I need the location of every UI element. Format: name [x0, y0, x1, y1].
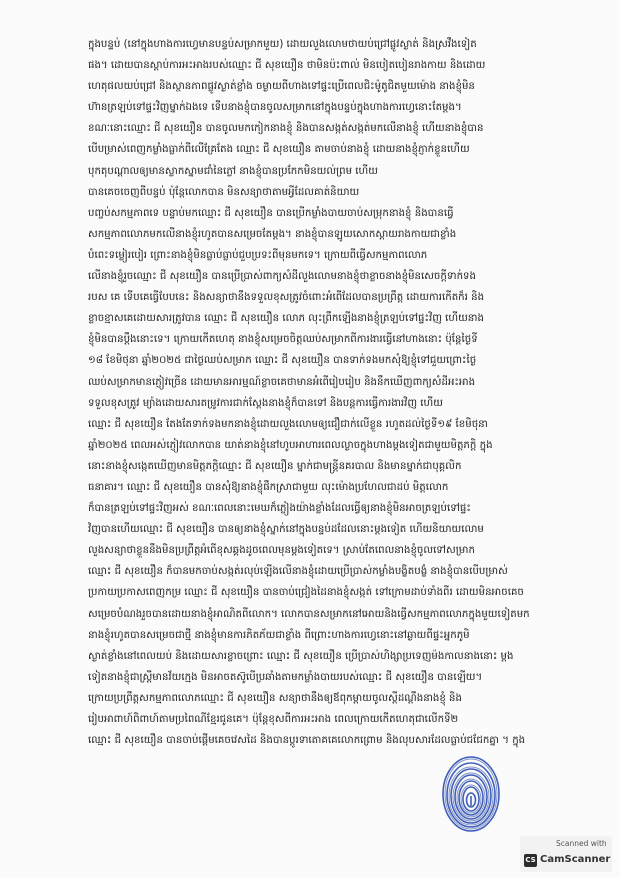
- text-line: សម្រេចបំណងរួចបានដោយនាងខ្ញុំអាណិតពីលោក។ លោកបានសម្រាកនៅអោយនិងធ្វើសកម្មភាពលោភក្នុងមួយទៀតមក: [88, 608, 530, 620]
- text-line: ខ្លាចខ្មាសគេដោយសារត្រូវបាន ឈ្មោះ ជី សុខយឿន លោភ លុះព្រឹកឡើងនាងខ្ញុំត្រឡប់ទៅផ្ទះវិញ ហើយនាង: [88, 313, 484, 325]
- text-line: ហេតុផលយប់ជ្រៅ និងស្ថានភាពផ្លូវស្ងាត់ខ្លាំង ចម្ងាយពីហាងទៅផ្ទះប្រើពេលជិះម៉ូតូជិតមួយម៉ោង នាងខ្ញុំមិន: [88, 81, 475, 93]
- text-line: ១៨ ខែមិថុនា ឆ្នាំ២០២៥ ជាថ្ងៃឈប់សម្រាក ឈ្មោះ ជី សុខយឿន បានទាក់ទងមកសុំឱ្យខ្ញុំទៅជួយព្រោះថ្ងៃ: [88, 355, 477, 367]
- text-line: ប្រកាយប្រកាសពេញកម្រ ឈ្មោះ ជី សុខយឿន បានចាប់ជ្រៀងដៃនាងខ្ញុំសង្កត់ ទៅក្រោមដាប់ទាំងពីរ ដោយមិនអាចគេច: [88, 587, 524, 599]
- fingerprint-icon: [440, 754, 502, 834]
- text-line: ផង។ ដោយបានស្តាប់ការអះអាងរបស់ឈ្មោះ ជី សុខយឿន ថាមិនប៉ះពាល់ មិនបៀតបៀនរាងកាយ និងដោយ: [88, 60, 486, 72]
- text-line: ឈ្មោះ ជី សុខយឿន ក៏បានមកចាប់សង្កត់រលុប់ឡើងលើនាងខ្ញុំដោយប្រើប្រាស់កម្លាំងបង្ខិតបង្ខំ នាងខ្ញុំបានបើបម្រាស់: [88, 566, 508, 578]
- text-line: នោះនាងខ្ញុំសង្កេតឃើញមានមិត្តភក្តិឈ្មោះ ជី សុខយឿន ម្នាក់ជាមន្ត្រីនគរបាល និងមានម្នាក់ជាបុគ្គលិក: [88, 460, 462, 472]
- text-line: ឈប់សម្រាកមានភ្ញៀវច្រើន ដោយមានអារម្មណ៍ខ្លាចគេថាមានអំពើរៀបរៀប និងនឹកឃើញពាក្យសំដីអះអាង: [88, 376, 476, 388]
- text-line: ទៀតនាងខ្ញុំជាស្ត្រីមានវ័យក្មេង មិនអាចតស៊ូបើប្រឆាំងតាមកម្លាំងបាយរបស់ឈ្មោះ ជី សុខយឿន បានឡើយ។: [88, 671, 483, 683]
- text-line: រៀបអាពាហ៍ពិពាហ៍តាមប្រពៃណីខ្មែរជូនគេ។ ប៉ុន្តែខុសពីការអះអាង ពេលក្រោយកើតហេតុជាលើកទី២: [88, 714, 459, 725]
- text-line: ខណៈនោះឈ្មោះ ជី សុខយឿន បានចូលមកកៀកនាងខ្ញុំ និងបានសង្កត់សង្កត់មកលើនាងខ្ញុំ ហើយនាងខ្ញុំបាន: [88, 123, 484, 135]
- text-line: បំពេះទម្លៀរបៀរ ព្រោះនាងខ្ញុំមិនធ្លាប់ធ្លាប់ជួបប្រទះពីមុនមកទេ។ ក្រោយពីធ្វើសកម្មភាពលោភ: [88, 249, 428, 261]
- text-line: ស្ងាត់ខ្លាំងនៅពេលយប់ និងដោយសារខ្លាចព្រោះ ឈ្មោះ ជី សុខយឿន ប្រើប្រាស់ហិង្សាប្រទេញម៉ងកាលនាងនោះ ម្តង: [88, 650, 514, 662]
- text-line: ក្រោយប្រព្រឹត្តសកម្មភាពលោភឈ្មោះ ជី សុខយឿន សន្យាថានឹងឲ្យឪពុកម្តាយចូលស្តីដណ្តឹងនាងខ្ញុំ និង: [88, 692, 462, 704]
- text-line: ឈ្មោះ ជី សុខយឿន តែងតែទាក់ទងមកនាងខ្ញុំដោយលួងលោមឲ្យជឿជាក់លើខ្លួន រហូតដល់ថ្ងៃទី១៩ ខែមិថុនា: [88, 418, 488, 430]
- text-line: ហ៊ានត្រឡប់ទៅផ្ទះវិញម្នាក់ឯងទេ ទើបនាងខ្ញុំបានចូលសម្រាកនៅក្នុងបន្ទប់ក្នុងហាងការហ្វេនោះតែម្តង។: [88, 102, 462, 114]
- body-text: [88, 34, 558, 751]
- text-line: សកម្មភាពលោភមកលើនាងខ្ញុំរហូតបានសម្រេចតែម្តង។ នាងខ្ញុំបានឡូយសោកស្តាយរាងកាយជាខ្លាំង: [88, 228, 457, 240]
- text-line: ក៏បានត្រឡប់ទៅផ្ទះវិញអស់ ខណៈពេលនោះមេឃក៏ភ្លៀងយ៉ាងខ្លាំងដែលធ្វើឲ្យនាងខ្ញុំមិនអាចត្រឡប់ទៅផ្ទះ: [88, 503, 471, 515]
- scanned-with-label: Scanned with: [556, 839, 607, 848]
- camscanner-logo-icon: CS: [524, 854, 537, 867]
- text-line: លើនាងខ្ញុំរួចឈ្មោះ ជី សុខយឿន បានប្រើប្រាស់ពាក្យសំដីលួងលោមនាងខ្ញុំថាខ្លាចនាងខ្ញុំមិនសេចក្តីទាក់ទង: [88, 271, 476, 283]
- text-line: នាងខ្ញុំរហូតបានសម្រេចជាថ្មី នាងខ្ញុំមានការភិតភ័យជាខ្លាំង ពីព្រោះហាងការហ្វេនោះនៅឆ្ងាយពីផ្ទះអ្នកភូមិ: [88, 629, 470, 641]
- camscanner-brand-label: CamScanner: [540, 854, 611, 865]
- text-line: ក្នុងបន្ទប់ (នៅក្នុងហាងការហ្វេមានបន្ទប់សម្រាកមួយ) ដោយលួងលោមថាយប់ជ្រៅផ្លូវស្ងាត់ និងស្រវឹងទៀត: [88, 39, 477, 50]
- camscanner-badge: [520, 836, 612, 872]
- text-line: បើបម្រាស់ពេញកម្លាំងធ្លាក់ពីលើគ្រែតែង ឈ្មោះ ជី សុខយឿន តាមចាប់នាងខ្ញុំ ដោយនាងខ្ញុំភ្ញាក់ខ្លួនហើយ: [88, 144, 470, 156]
- text-line: របស គេ ទើបគេធ្វើបែបនេះ និងសន្យាថានឹងទទួលខុសត្រូវចំពោះអំពើដែលបានប្រព្រឹត្ត ដោយការកើតក៏រ និង: [88, 292, 485, 304]
- text-line: បានគេចចេញពីបន្ទប់ ប៉ុន្តែលោកបាន មិនសន្យាថាតាមអ្វីដែលគាត់និយាយ: [88, 186, 360, 198]
- text-line: លួងសន្យាថាខ្លួននឹងមិនប្រព្រឹត្តអំពើខុសឆ្គងដូចពេលមុនម្តងទៀតទេ។ ស្រាប់តែពេលនាងខ្ញុំចូលទៅសម្រាក: [88, 545, 475, 557]
- text-line: វិញបានហើយឈ្មោះ ជី សុខយឿន បានឲ្យនាងខ្ញុំស្នាក់នៅក្នុងបន្ទប់ដដែលនោះម្តងទៀត ហើយនិយាយលោម: [88, 524, 484, 536]
- text-line: ឈ្មោះ ជី សុខយឿន បានចាប់ផ្តើមគេចវេសដៃ និងបានប្តូរទាតោគគេលោកព្រោម និងលុបសារដែលធ្លាប់ជជែកគ្នា ។ ក្នុង: [88, 735, 526, 747]
- text-line: ខ្ញុំមិនបានប្តឹងនោះទេ។ ក្រោយកើតហេតុ នាងខ្ញុំសម្រេចចិត្តឈប់សម្រាកពីការងារធ្វើនៅហាងនោះ ប៉ុន្តែថ្ងៃទី: [88, 334, 478, 346]
- text-line: បុកតុបណ្តាលឲ្យមានស្លាកស្នាមជាំនៃភ្លៅ នាងខ្ញុំបានប្រកែកមិនយល់ព្រម ហើយ: [88, 165, 378, 177]
- text-line: ធនាគារ។ ឈ្មោះ ជី សុខយឿន បានសុំឱ្យនាងខ្ញុំផឹកស្រាជាមួយ លុះម៉ោងប្រហែលជាដប់ មិត្តលោក: [88, 481, 449, 493]
- text-line: ទទួលខុសត្រូវ ម្យ៉ាងដោយសារតម្រូវការជាក់ស្តែងនាងខ្ញុំក៏បានទៅ និងបន្តការធ្វើការងារវិញ ហើយ: [88, 397, 443, 409]
- text-line: ឆ្នាំ២០២៥ ពេលអស់ភ្ញៀវលោកបាន យាត់នាងខ្ញុំនៅហូបអាហារពេលល្ងាចក្នុងហាងម្តងទៀតជាមួយមិត្តភក្តិ ក្នុង: [88, 439, 493, 451]
- text-line: បញ្ចប់សកម្មភាពទេ បន្ទាប់មកឈ្មោះ ជី សុខយឿន បានប្រើកម្លាំងបាយចាប់សម្រុកនាងខ្ញុំ និងបានធ្វើ: [88, 207, 454, 219]
